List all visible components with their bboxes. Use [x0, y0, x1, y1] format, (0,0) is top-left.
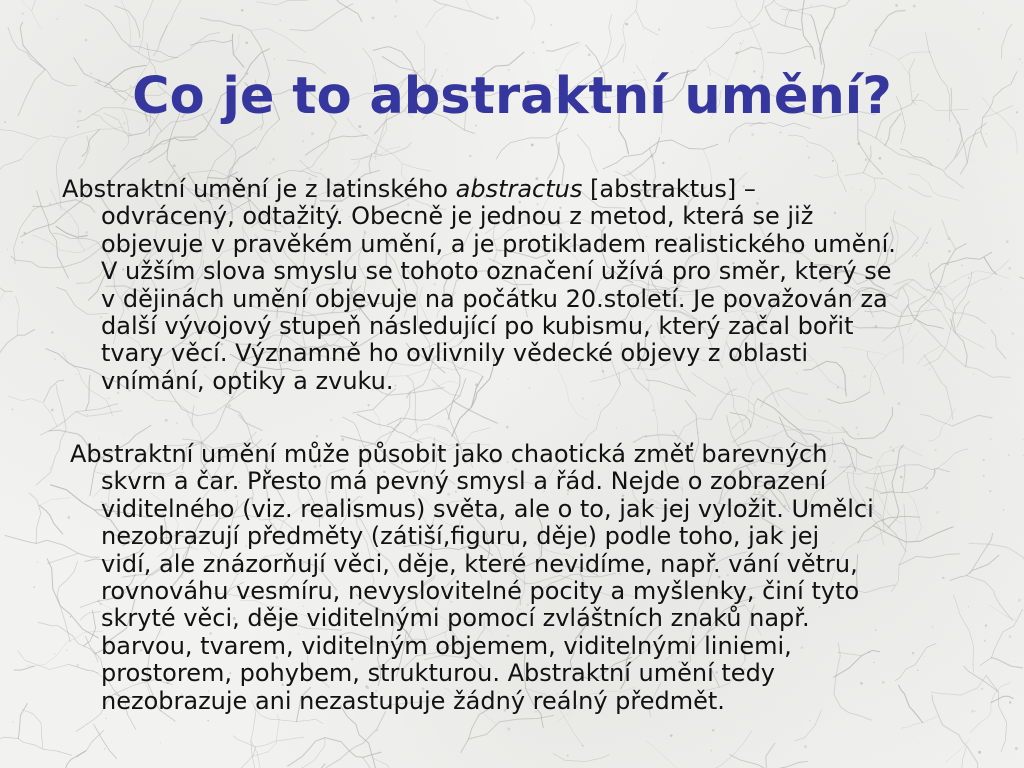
paper-speck: [37, 561, 39, 563]
paper-speck: [372, 16, 375, 19]
crack-line: [842, 407, 892, 439]
paper-speck: [913, 5, 916, 8]
paper-speck: [588, 53, 591, 56]
crack-line: [409, 424, 448, 437]
crack-line: [952, 415, 992, 426]
paragraph-line: další vývojový stupeň následující po kubismu, který začal bořit: [101, 312, 854, 341]
crack-line: [16, 296, 20, 335]
paper-speck: [542, 41, 545, 44]
paper-speck: [1015, 661, 1016, 662]
paper-speck: [879, 157, 882, 160]
paper-speck: [22, 13, 24, 15]
crack-line: [226, 406, 262, 430]
paper-speck: [989, 438, 991, 440]
paper-speck: [809, 720, 811, 722]
paper-speck: [245, 41, 248, 44]
crack-line: [756, 430, 849, 440]
crack-line: [76, 411, 122, 417]
paper-speck: [108, 397, 110, 399]
paper-speck: [176, 422, 178, 424]
crack-line: [251, 28, 306, 53]
crack-line: [363, 757, 373, 768]
crack-line: [0, 330, 35, 354]
crack-line: [327, 0, 362, 22]
crack-line: [756, 762, 807, 768]
paper-speck: [865, 158, 868, 161]
crack-line: [305, 135, 367, 155]
crack-line: [374, 143, 411, 156]
crack-line: [636, 0, 658, 35]
paper-speck: [205, 171, 206, 172]
paper-speck: [696, 404, 697, 405]
paragraph-text: Abstraktní umění je z latinského: [62, 175, 448, 203]
paper-speck: [948, 140, 949, 141]
paper-speck: [807, 145, 808, 146]
crack-line: [18, 704, 27, 739]
paper-speck: [33, 586, 35, 588]
crack-line: [22, 127, 122, 159]
paper-speck: [562, 25, 563, 26]
paper-speck: [740, 43, 741, 44]
paragraph-line: tvary věcí. Významně ho ovlivnily vědecké objevy z oblasti: [101, 339, 809, 368]
paper-speck: [767, 426, 768, 427]
crack-line: [646, 741, 690, 768]
paper-speck: [104, 748, 106, 750]
paper-speck: [272, 158, 274, 160]
paper-speck: [320, 168, 322, 170]
paper-speck: [643, 29, 644, 30]
crack-line: [820, 9, 836, 65]
crack-line: [351, 151, 377, 160]
crack-line: [0, 0, 41, 29]
crack-line: [677, 419, 711, 441]
paper-speck: [51, 409, 54, 412]
paper-speck: [84, 155, 85, 156]
paper-speck: [832, 160, 834, 162]
crack-line: [373, 758, 395, 768]
paragraph-line: skryté věci, děje viditelnými pomocí zvláštních znaků např.: [101, 604, 810, 633]
paper-speck: [736, 52, 739, 55]
crack-line: [748, 410, 807, 443]
paper-speck: [280, 20, 281, 21]
paper-speck: [599, 404, 600, 405]
paper-speck: [827, 27, 829, 29]
paragraph-2: [62, 441, 1012, 715]
paragraph-line: barvou, tvarem, viditelným objemem, viditelnými liniemi,: [101, 631, 792, 660]
paper-speck: [85, 39, 88, 42]
paper-speck: [98, 438, 99, 439]
crack-line: [691, 730, 753, 768]
crack-line: [0, 291, 5, 306]
crack-line: [785, 11, 789, 26]
paper-speck: [207, 720, 209, 722]
paragraph-line: viditelného (viz. realismus) světa, ale o to, jak jej vyložit. Umělci: [101, 494, 874, 523]
paper-speck: [856, 427, 858, 429]
paper-speck: [499, 755, 500, 756]
paper-speck: [160, 742, 161, 743]
paper-speck: [330, 419, 332, 421]
paper-speck: [739, 158, 740, 159]
crack-line: [32, 0, 65, 11]
crack-line: [547, 43, 579, 52]
crack-line: [553, 754, 609, 762]
paper-speck: [397, 424, 399, 426]
crack-line: [94, 724, 117, 758]
crack-line: [29, 493, 41, 544]
paper-speck: [12, 409, 14, 411]
paper-speck: [469, 155, 471, 157]
crack-line: [945, 132, 981, 170]
paper-speck: [311, 132, 314, 135]
paper-speck: [625, 23, 628, 26]
paper-speck: [51, 331, 53, 333]
paragraph-line: odvrácený, odtažitý. Obecně je jednou z metod, která se již: [101, 202, 814, 231]
paper-speck: [811, 5, 812, 6]
crack-line: [138, 0, 158, 53]
paper-speck: [963, 23, 964, 24]
paper-speck: [840, 171, 841, 172]
paper-speck: [582, 397, 584, 399]
paper-speck: [368, 404, 370, 406]
crack-line: [8, 396, 57, 426]
paper-speck: [857, 142, 860, 145]
paper-speck: [367, 138, 368, 139]
paper-speck: [316, 435, 319, 438]
crack-line: [385, 392, 410, 444]
crack-line: [160, 0, 181, 41]
paper-speck: [394, 15, 397, 18]
paper-speck: [880, 139, 881, 140]
crack-line: [499, 0, 535, 29]
italic-term: abstractus: [455, 175, 583, 203]
crack-line: [962, 746, 967, 768]
paper-speck: [173, 164, 176, 167]
crack-line: [273, 738, 325, 768]
paper-speck: [550, 24, 552, 26]
paper-speck: [662, 162, 664, 164]
crack-line: [623, 11, 636, 63]
paper-speck: [507, 728, 510, 731]
crack-line: [946, 739, 970, 762]
paragraph-line: skvrn a čar. Přesto má pevný smysl a řád. Nejde o zobrazení: [101, 467, 827, 496]
crack-line: [706, 16, 742, 28]
crack-line: [39, 505, 62, 534]
paper-speck: [978, 28, 980, 30]
paper-speck: [651, 155, 654, 158]
paper-speck: [874, 29, 876, 31]
paragraph-line: nezobrazují předměty (zátiší,figuru, děje) podle toho, jak jej: [101, 522, 820, 551]
paper-speck: [389, 431, 390, 432]
crack-line: [426, 5, 448, 28]
paper-speck: [692, 52, 693, 53]
paragraph-line: [62, 176, 1012, 203]
paper-speck: [828, 430, 829, 431]
crack-line: [406, 0, 493, 20]
paper-speck: [18, 635, 19, 636]
paper-speck: [1018, 599, 1021, 602]
paper-speck: [55, 653, 56, 654]
paper-speck: [531, 143, 534, 146]
crack-line: [233, 736, 304, 747]
paper-speck: [86, 414, 87, 415]
paper-speck: [165, 419, 168, 422]
paper-speck: [445, 53, 446, 54]
paper-speck: [869, 155, 870, 156]
crack-line: [601, 15, 612, 68]
paper-speck: [58, 139, 59, 140]
crack-line: [85, 5, 178, 58]
paper-speck: [978, 751, 981, 754]
paper-speck: [671, 734, 672, 735]
paper-speck: [582, 745, 584, 747]
paper-speck: [123, 434, 124, 435]
paper-speck: [49, 203, 51, 205]
paper-speck: [857, 433, 859, 435]
crack-line: [749, 0, 768, 23]
paragraph-line: vidí, ale znázorňují věci, děje, které nevidíme, např. vání větru,: [101, 549, 858, 578]
paper-speck: [12, 721, 13, 722]
crack-line: [730, 413, 751, 427]
crack-line: [782, 0, 874, 11]
paper-speck: [898, 402, 901, 405]
paper-speck: [751, 133, 754, 136]
crack-line: [732, 399, 757, 443]
crack-line: [252, 715, 279, 757]
paper-speck: [39, 509, 40, 510]
crack-line: [233, 34, 239, 54]
crack-line: [373, 410, 380, 431]
paper-speck: [496, 16, 499, 19]
crack-line: [603, 140, 718, 169]
paper-speck: [269, 162, 271, 164]
crack-line: [310, 712, 386, 768]
paper-speck: [712, 729, 714, 731]
crack-line: [1001, 24, 1012, 59]
crack-line: [14, 205, 41, 264]
crack-line: [257, 0, 333, 5]
paragraph-line: rovnováhu vesmíru, nevyslovitelné pocity a myšlenky, činí tyto: [101, 577, 860, 606]
paper-speck: [710, 750, 712, 752]
crack-line: [0, 737, 72, 762]
slide-title: Co je to abstraktní umění?: [132, 67, 892, 126]
paper-speck: [228, 404, 231, 407]
paper-speck: [808, 156, 810, 158]
crack-line: [766, 743, 837, 768]
crack-line: [920, 414, 952, 426]
paper-speck: [7, 249, 8, 250]
paper-speck: [895, 4, 898, 7]
crack-line: [44, 380, 64, 402]
crack-line: [0, 282, 12, 291]
paragraph-line: nezobrazuje ani nezastupuje žádný reálný předmět.: [101, 686, 725, 715]
crack-line: [79, 136, 90, 169]
paper-speck: [241, 9, 244, 12]
paper-speck: [54, 358, 56, 360]
crack-line: [768, 46, 813, 53]
paper-speck: [697, 432, 699, 434]
crack-line: [577, 135, 597, 173]
crack-line: [777, 391, 844, 432]
paragraph-1: [62, 176, 1012, 395]
paper-speck: [274, 58, 276, 60]
paper-speck: [819, 410, 821, 412]
paragraph-line: objevuje v pravěkém umění, a je protikladem realistického umění.: [101, 229, 896, 258]
crack-line: [192, 405, 194, 426]
paper-speck: [24, 232, 27, 235]
crack-line: [1002, 0, 1024, 1]
paper-speck: [871, 54, 872, 55]
paragraph-line: Abstraktní umění může působit jako chaotická změť barevných: [70, 440, 828, 468]
paper-speck: [506, 426, 509, 429]
paper-speck: [652, 409, 654, 411]
paper-speck: [136, 418, 137, 419]
paper-speck: [645, 435, 647, 437]
crack-line: [469, 715, 554, 739]
crack-line: [900, 149, 932, 165]
paragraph-line: prostorem, pohybem, strukturou. Abstraktní umění tedy: [101, 659, 776, 688]
paragraph-text: [abstraktus] –: [590, 175, 756, 203]
crack-line: [22, 710, 43, 750]
crack-line: [111, 138, 197, 179]
paper-speck: [917, 743, 918, 744]
crack-line: [928, 408, 956, 441]
crack-line: [369, 154, 372, 173]
paragraph-line: vnímání, optiky a zvuku.: [101, 366, 394, 395]
paper-speck: [414, 415, 415, 416]
crack-line: [115, 6, 140, 38]
paragraph-line: V užším slova smyslu se tohoto označení užívá pro směr, který se: [101, 257, 892, 286]
paper-speck: [533, 52, 535, 54]
paper-speck: [658, 29, 660, 31]
crack-line: [0, 159, 22, 171]
paper-speck: [804, 745, 807, 748]
crack-line: [309, 764, 325, 768]
paper-speck: [376, 729, 378, 731]
paper-speck: [83, 752, 84, 753]
paper-speck: [567, 754, 569, 756]
crack-line: [869, 11, 905, 46]
crack-line: [357, 414, 422, 442]
paper-speck: [106, 718, 107, 719]
paper-speck: [1010, 406, 1011, 407]
crack-line: [1020, 277, 1024, 314]
crack-line: [898, 52, 931, 60]
crack-line: [14, 666, 34, 670]
paper-speck: [21, 241, 23, 243]
crack-line: [82, 129, 100, 156]
paragraph-line: v dějinách umění objevuje na počátku 20.století. Je považován za: [101, 284, 888, 313]
paper-speck: [57, 18, 58, 19]
paper-speck: [302, 141, 303, 142]
paper-speck: [986, 133, 987, 134]
paper-speck: [616, 428, 617, 429]
paper-speck: [395, 0, 397, 2]
crack-line: [290, 4, 353, 31]
paper-speck: [152, 396, 153, 397]
paper-speck: [1019, 58, 1021, 60]
paper-speck: [790, 9, 793, 12]
crack-line: [251, 740, 266, 768]
paper-speck: [983, 12, 985, 14]
paper-speck: [49, 468, 50, 469]
paper-speck: [1015, 747, 1018, 750]
paper-speck: [915, 157, 916, 158]
crack-line: [624, 138, 660, 176]
